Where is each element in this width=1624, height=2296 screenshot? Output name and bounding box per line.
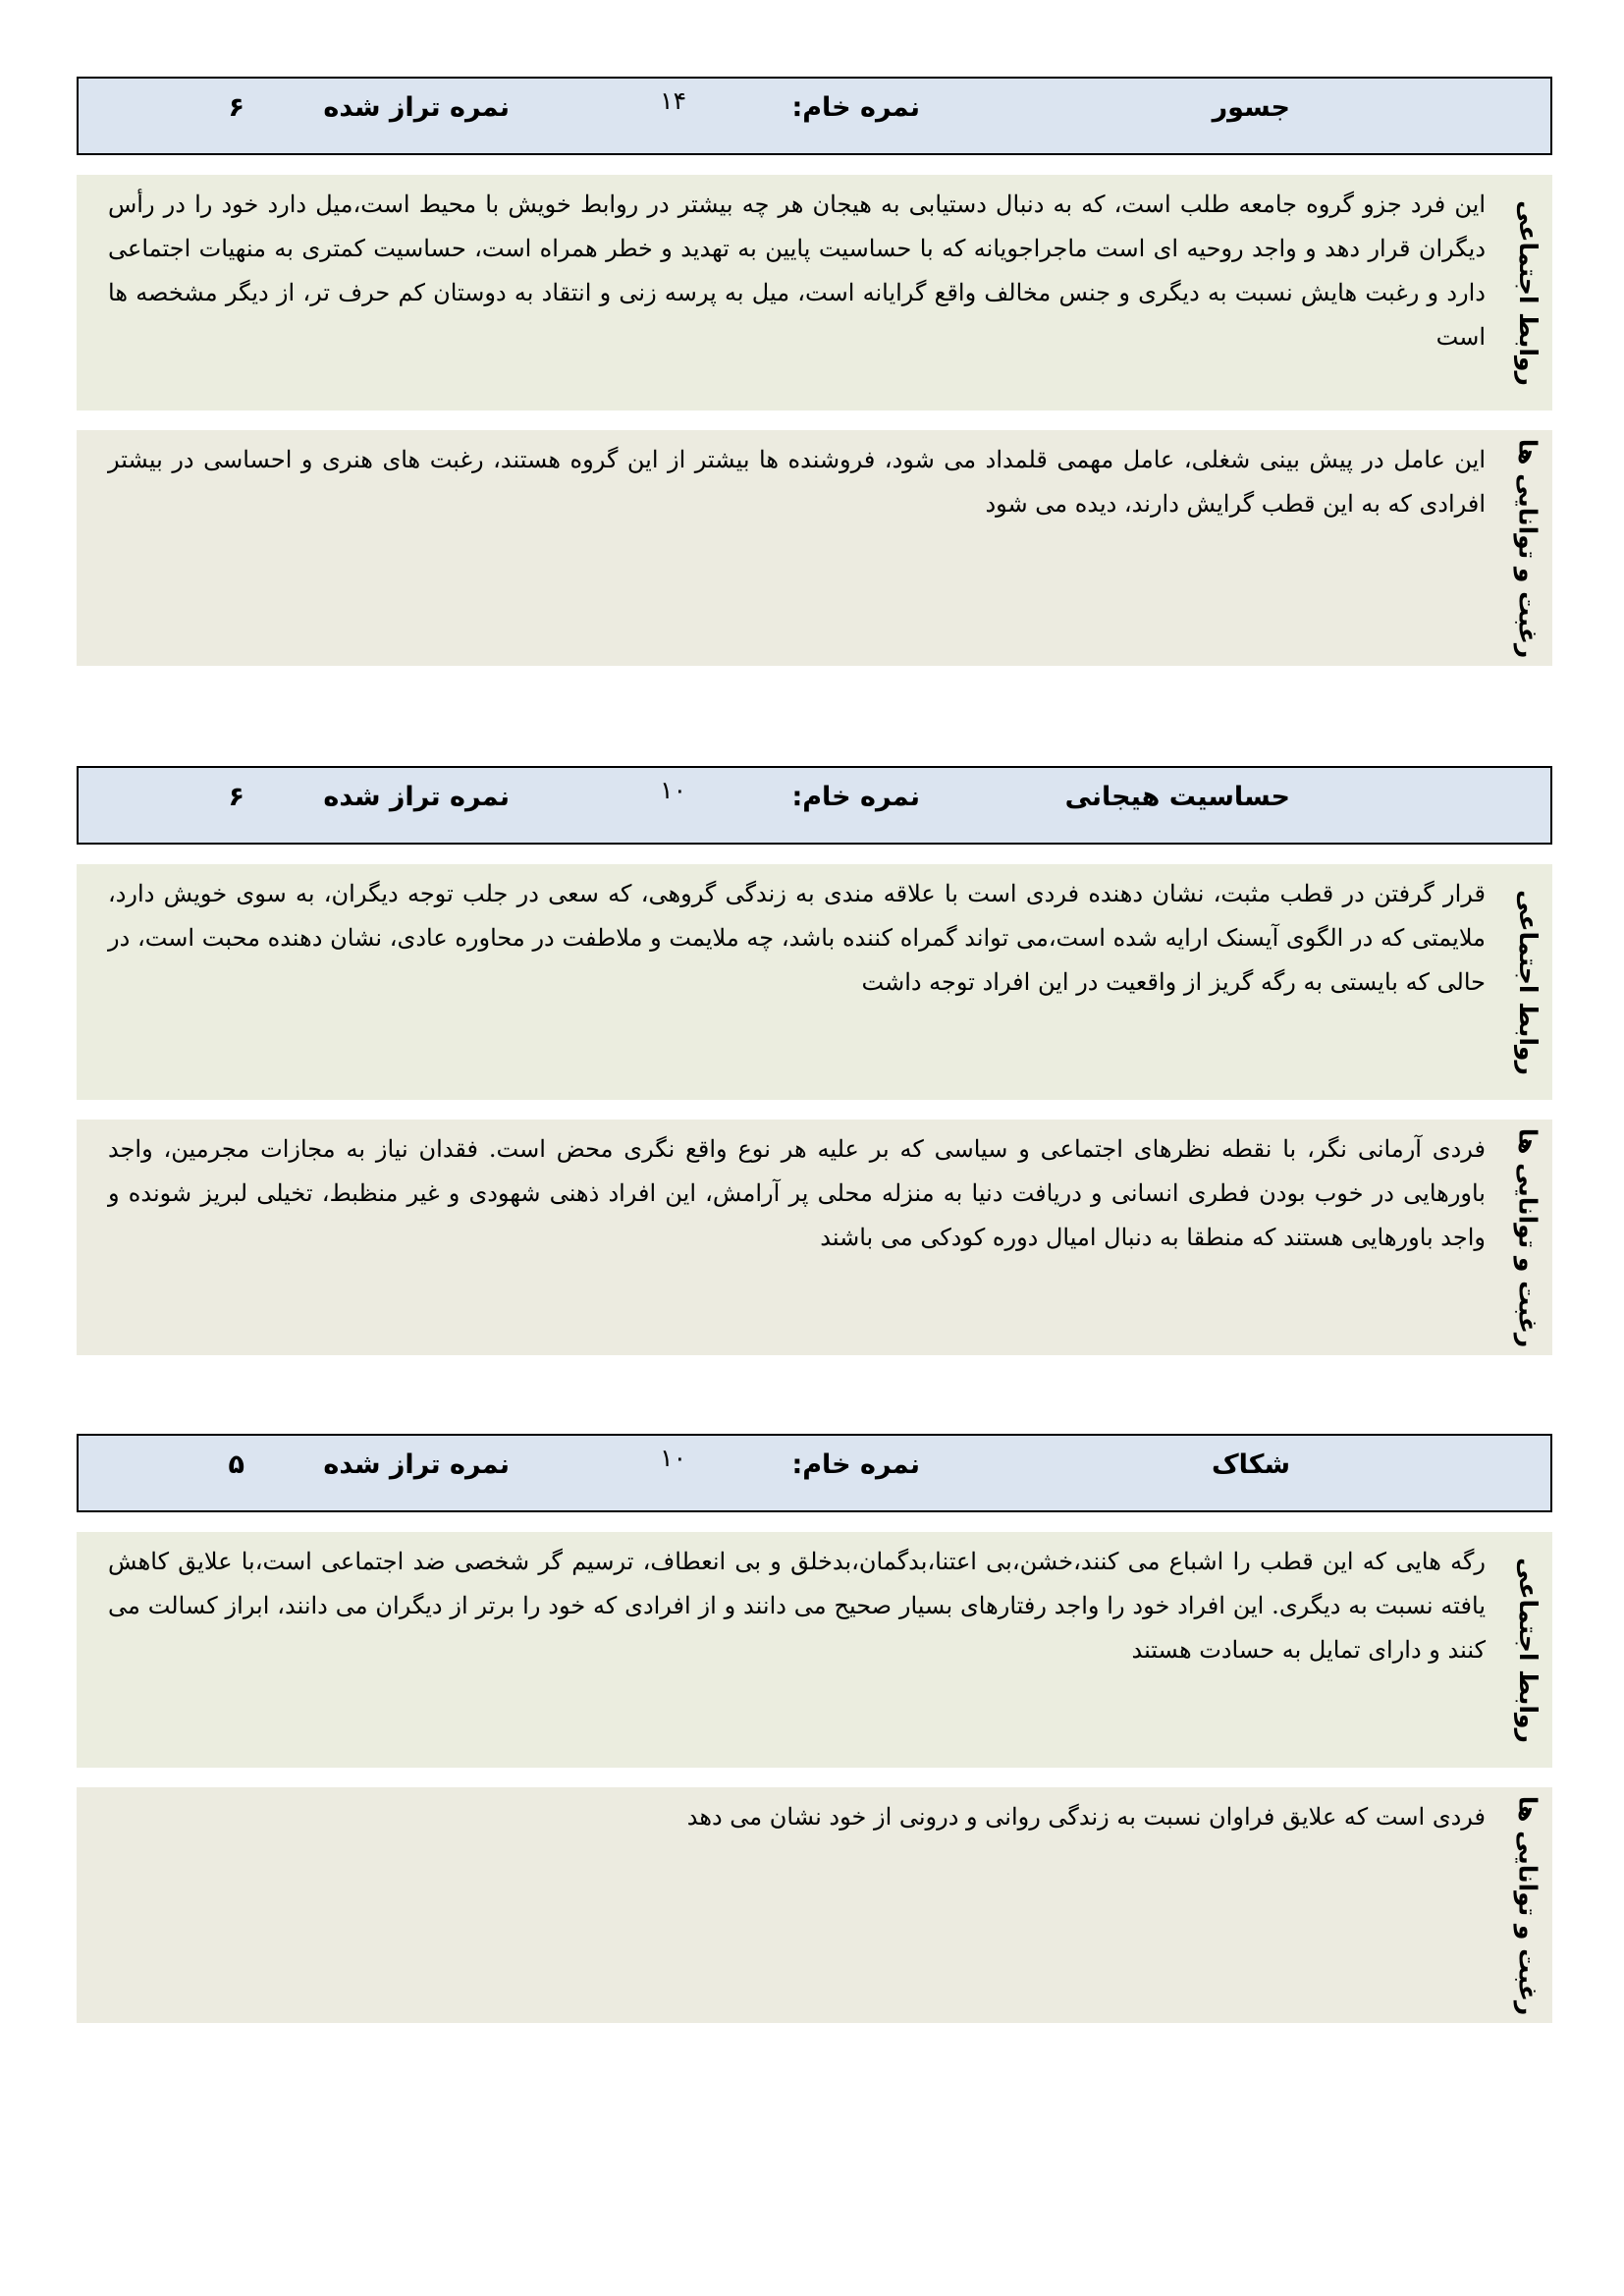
interests-abilities-label xyxy=(1503,430,1552,666)
interests-abilities-panel xyxy=(77,1120,1552,1355)
interests-abilities-panel xyxy=(77,1787,1552,2023)
social-relations-panel xyxy=(77,864,1552,1100)
interests-abilities-label-text: رغبت و توانایی ها xyxy=(1513,1795,1543,2015)
standard-score-value: ۶ xyxy=(228,92,244,123)
social-relations-text: رگه هایی که این قطب را اشباع می کنند،خشن،بی اعتنا،بدگمان،بدخلق و بی انعطاف، ترسیم گر شخصی ضد اجتماعی است،با علایق کاهش یافته نسبت به دیگری. این افراد خود را واجد رفتارهای بسیار صحیح می دانند و از افرادی که خود را برتر از دیگران می دانند، ابراز کسالت می کنند و دارای تمایل به حسادت هستند xyxy=(108,1548,1486,1664)
standard-score-label: نمره تراز شده xyxy=(323,1449,510,1480)
interests-abilities-label-text: رغبت و توانایی ها xyxy=(1513,1127,1543,1347)
standard-score-value: ۶ xyxy=(228,782,244,812)
raw-score-value: ۱۴ xyxy=(660,86,686,115)
social-relations-label xyxy=(1503,864,1552,1100)
social-relations-text: قرار گرفتن در قطب مثبت، نشان دهنده فردی است با علاقه مندی به زندگی گروهی، که سعی در جلب توجه دیگران، به سوی خویش دارد، ملایمتی که در الگوی آیسنک ارایه شده است،می تواند گمراه کننده باشد، چه ملایمت و ملاطفت در محاوره عادی، نشان دهنده محبت است، در حالی که بایستی به رگه گریز از واقعیت در این افراد توجه داشت xyxy=(108,880,1487,996)
raw-score-label: نمره خام: xyxy=(791,782,920,812)
social-relations-panel xyxy=(77,1532,1552,1768)
trait-header xyxy=(77,766,1552,845)
interests-abilities-panel xyxy=(77,430,1552,666)
standard-score-label: نمره تراز شده xyxy=(323,92,510,123)
standard-score-label: نمره تراز شده xyxy=(323,782,510,812)
trait-name: شکاک xyxy=(1211,1449,1290,1480)
social-relations-label xyxy=(1503,1532,1552,1768)
standard-score-value: ۵ xyxy=(228,1449,244,1480)
trait-name: حساسیت هیجانی xyxy=(1064,782,1290,812)
social-relations-panel xyxy=(77,175,1552,410)
interests-abilities-text: فردی آرمانی نگر، با نقطه نظرهای اجتماعی و سیاسی که بر علیه هر نوع واقع نگری محض است. فقدان نیاز به مجازات مجرمین، واجد باورهایی در خوب بودن فطری انسانی و دریافت دنیا به منزله محلی پر آرامش، این افراد ذهنی شهودی و غیر منظبط، تخیلی لبریز شونده و واجد باورهایی هستند که منطقا به دنبال امیال دوره کودکی می باشند xyxy=(108,1135,1486,1251)
raw-score-label: نمره خام: xyxy=(791,1449,920,1480)
trait-header xyxy=(77,1434,1552,1512)
social-relations-label-text: روابط اجتماعی xyxy=(1513,889,1543,1075)
social-relations-label-text: روابط اجتماعی xyxy=(1513,1557,1543,1743)
raw-score-label: نمره خام: xyxy=(791,92,920,123)
trait-header xyxy=(77,77,1552,155)
social-relations-label-text: روابط اجتماعی xyxy=(1513,199,1543,386)
interests-abilities-text: فردی است که علایق فراوان نسبت به زندگی روانی و درونی از خود نشان می دهد xyxy=(686,1803,1486,1831)
interests-abilities-text: این عامل در پیش بینی شغلی، عامل مهمی قلمداد می شود، فروشنده ها بیشتر از این گروه هستند، رغبت های هنری و احساسی در بیشتر افرادی که به این قطب گرایش دارند، دیده می شود xyxy=(108,446,1486,518)
raw-score-value: ۱۰ xyxy=(660,1444,686,1472)
interests-abilities-label xyxy=(1503,1120,1552,1355)
social-relations-text: این فرد جزو گروه جامعه طلب است، که به دنبال دستیابی به هیجان هر چه بیشتر در روابط خویش با محیط است،میل دارد خود را در رأس دیگران قرار دهد و واجد روحیه ای است ماجراجویانه که با حساسیت پایین به تهدید و خطر همراه است، حساسیت کمتری به منهیات اجتماعی دارد و رغبت هایش نسبت به دیگری و جنس مخالف واقع گرایانه است، میل به پرسه زنی و انتقاد به دوستان کم حرف تر، از دیگر مشخصه ها است xyxy=(108,191,1486,351)
trait-name: جسور xyxy=(1212,92,1290,123)
interests-abilities-label-text: رغبت و توانایی ها xyxy=(1513,438,1543,658)
social-relations-label xyxy=(1503,175,1552,410)
raw-score-value: ۱۰ xyxy=(660,776,686,804)
interests-abilities-label xyxy=(1503,1787,1552,2023)
